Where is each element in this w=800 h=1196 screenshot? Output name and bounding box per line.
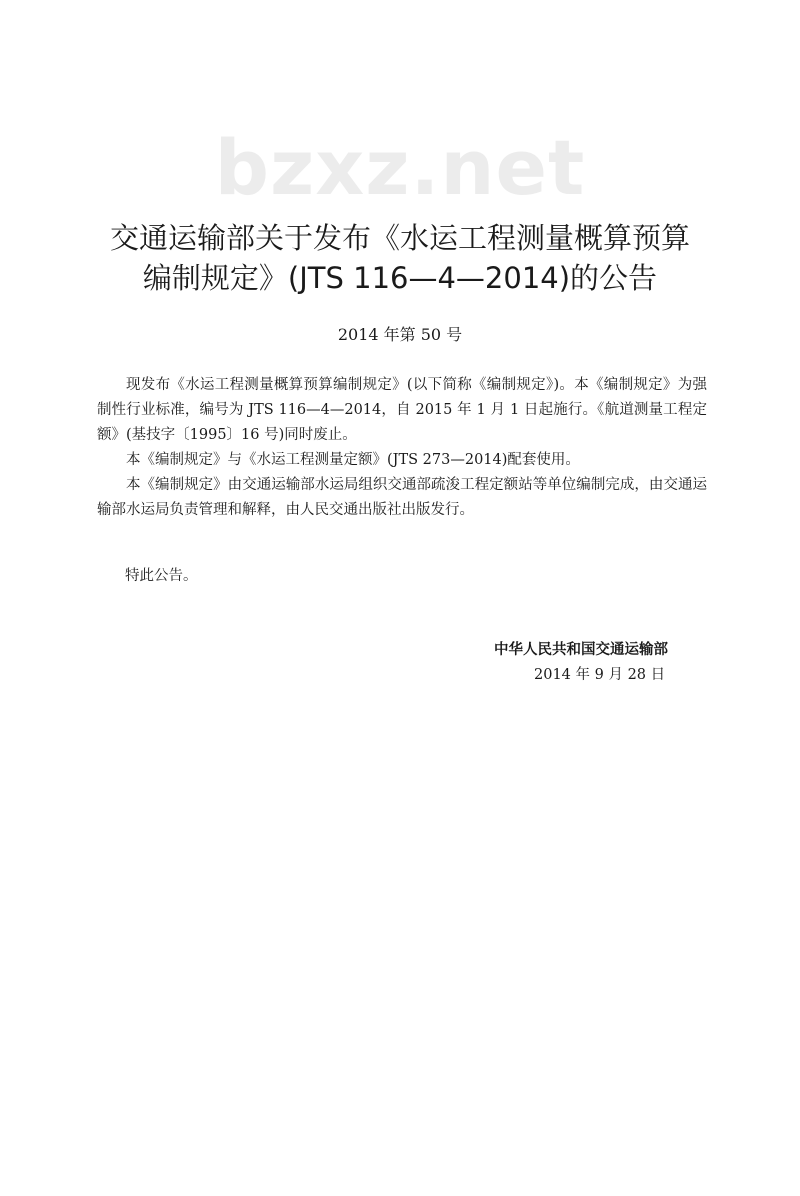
issuing-authority: 中华人民共和国交通运输部 <box>494 642 668 658</box>
paragraph-2: 本《编制规定》与《水运工程测量定额》(JTS 273—2014)配套使用。 <box>126 452 580 468</box>
title-line-1: 交通运输部关于发布《水运工程测量概算预算 <box>109 221 690 255</box>
issue-date: 2014 年 9 月 28 日 <box>534 667 666 683</box>
closing-remark: 特此公告。 <box>125 568 198 584</box>
paragraph-1: 现发布《水运工程测量概算预算编制规定》(以下简称《编制规定》)。本《编制规定》为强制性行业标准，编号为 JTS 116—4—2014，自 2015 年 1 月 1 日起施行。《航道测量工程定额》(基技字〔1995〕16 号)同时废止。 <box>97 377 707 443</box>
issue-number: 2014 年第 50 号 <box>337 325 463 344</box>
announcement-body <box>97 373 707 523</box>
title-line-2: 编制规定》(JTS 116—4—2014)的公告 <box>142 261 658 295</box>
paragraph-3: 本《编制规定》由交通运输部水运局组织交通部疏浚工程定额站等单位编制完成，由交通运输部水运局负责管理和解释，由人民交通出版社出版发行。 <box>97 477 707 518</box>
watermark: bzxz.net <box>214 123 586 212</box>
document-title <box>0 218 800 298</box>
